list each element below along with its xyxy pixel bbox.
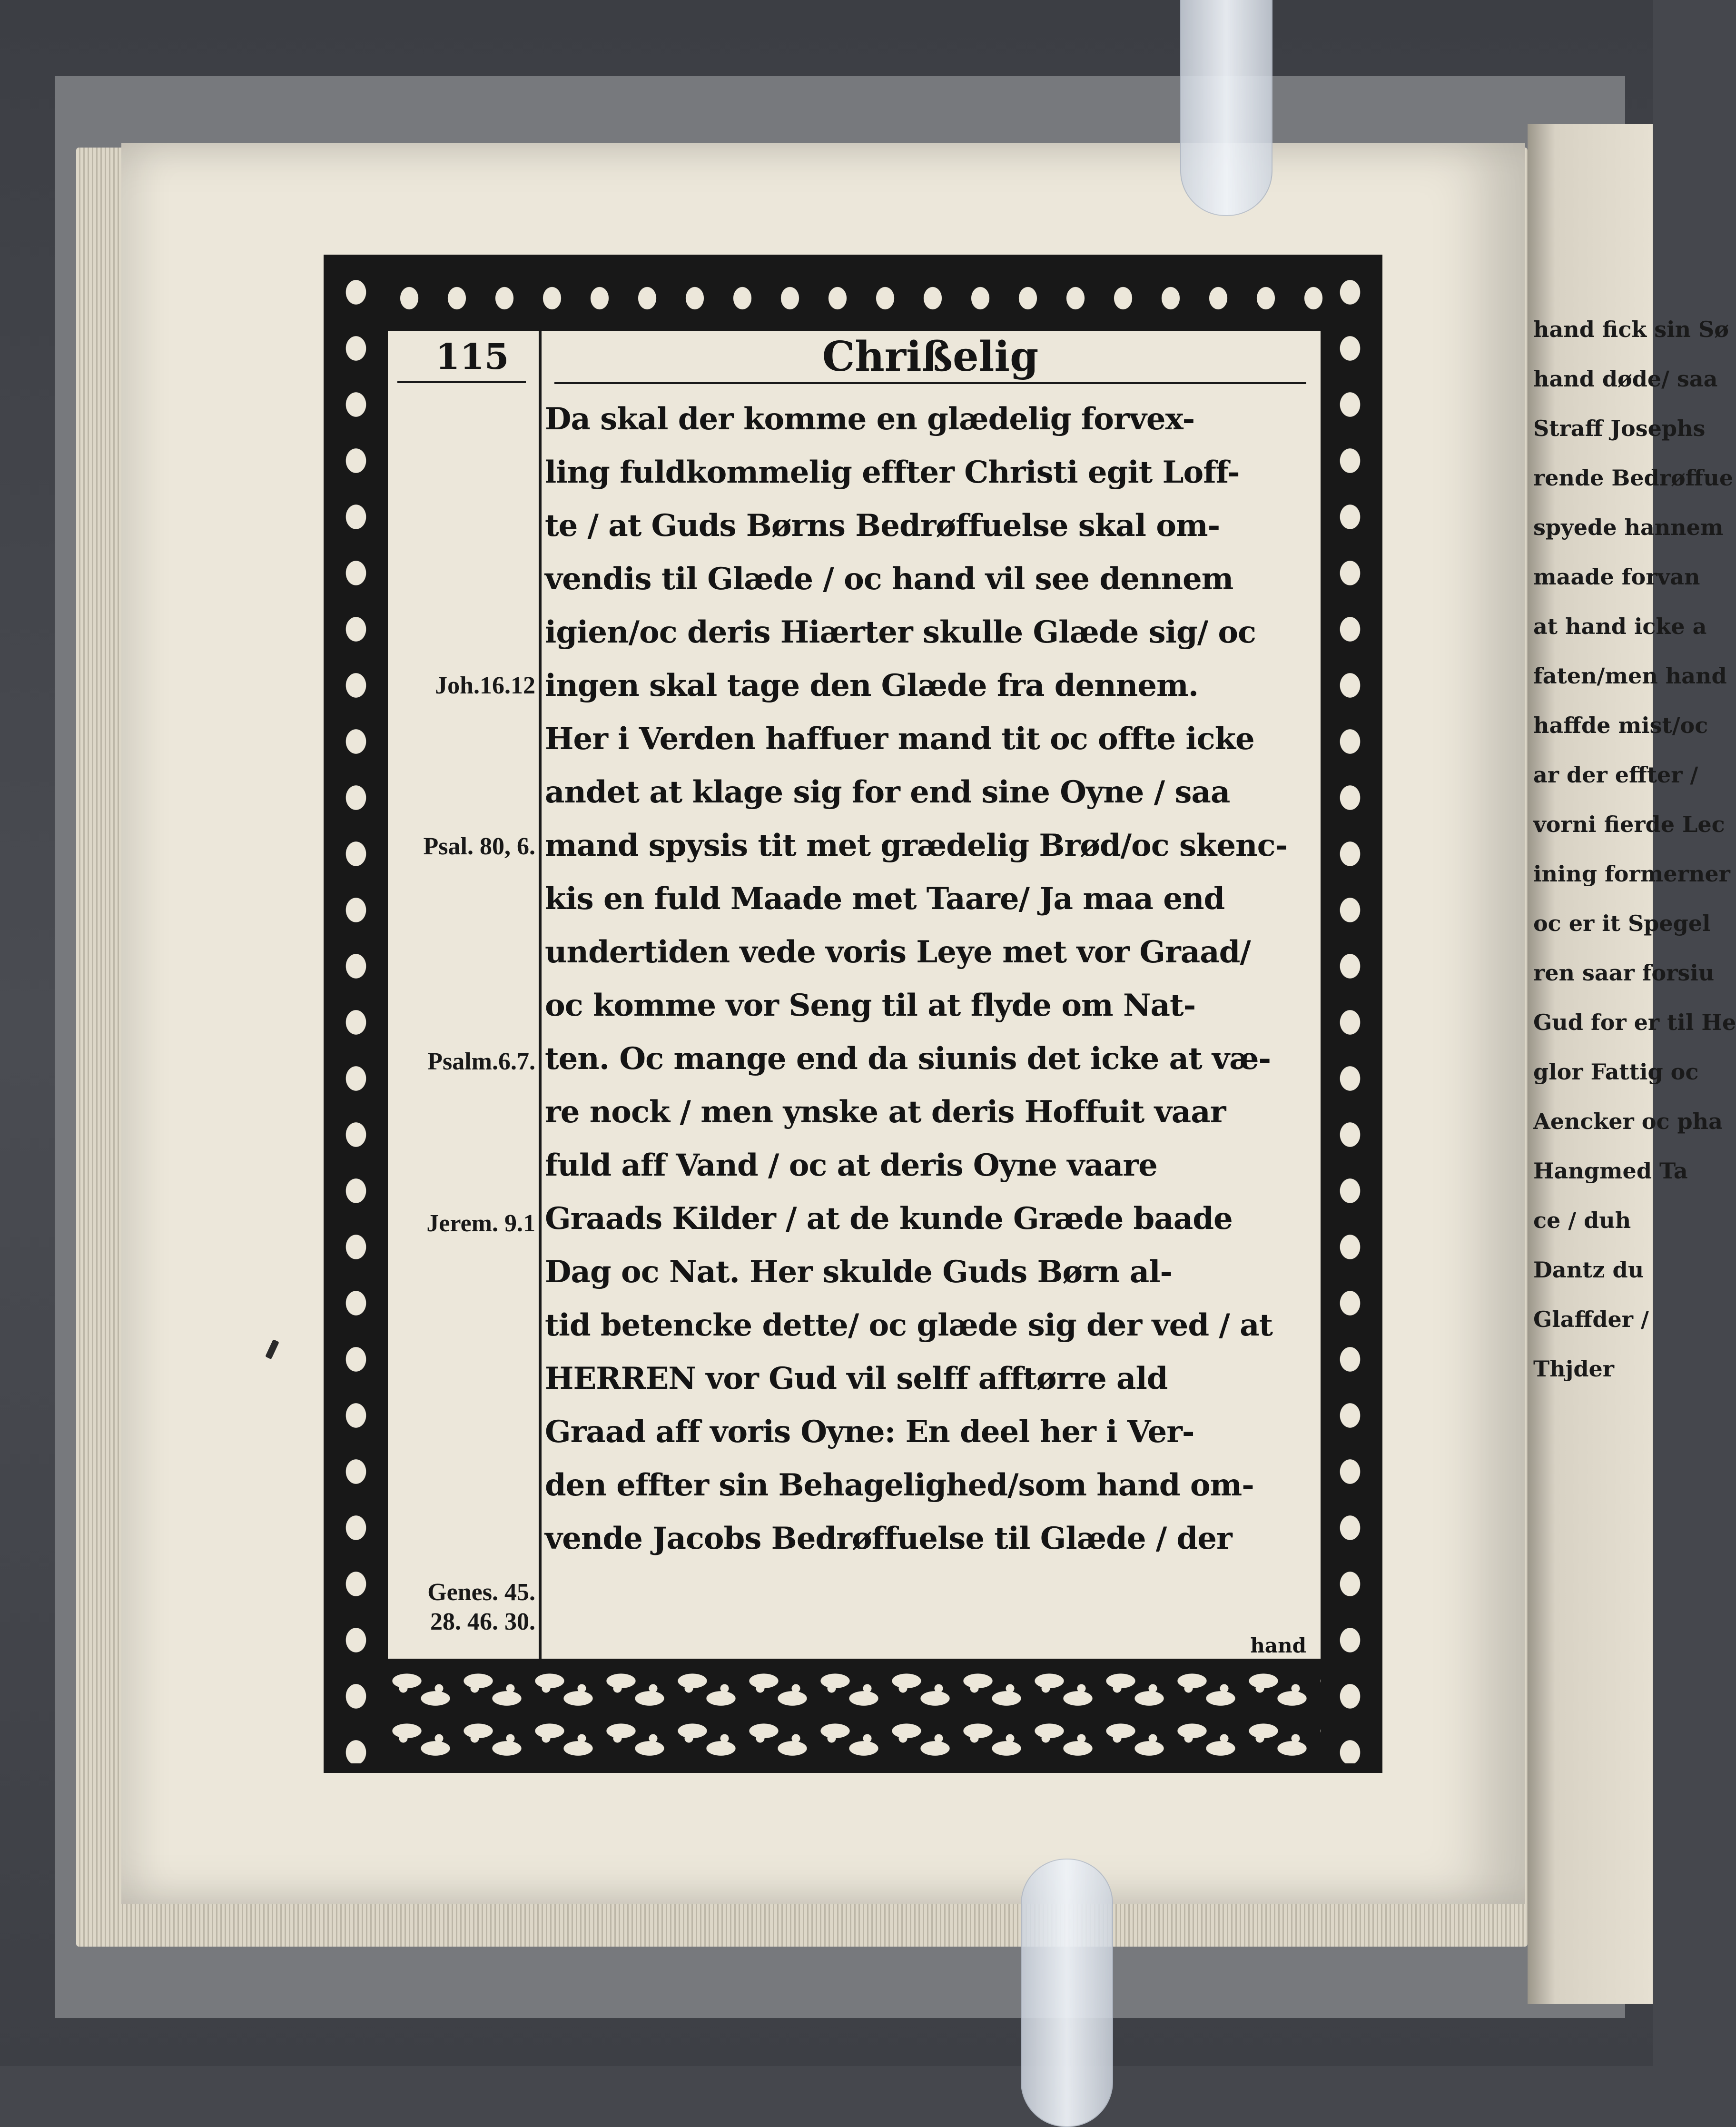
page-holder-clip-bottom — [1021, 1859, 1113, 2127]
facing-page-text — [1533, 305, 1736, 1394]
header-rule-main — [554, 382, 1306, 384]
body-line: Graad aff voris Oyne: En deel her i Ver- — [545, 1414, 1194, 1450]
facing-line: Thjder — [1533, 1356, 1614, 1382]
facing-line: at hand icke a — [1533, 613, 1707, 639]
facing-line: Hangmed Ta — [1533, 1158, 1688, 1184]
body-line: fuld aff Vand / oc at deris Oyne vaare — [545, 1148, 1157, 1183]
body-line: undertiden vede voris Leye met vor Graad/ — [545, 934, 1251, 970]
facing-line: Gud for er til He — [1533, 1009, 1736, 1035]
ornamental-border — [324, 255, 1382, 1773]
border-bottom-ornament — [385, 1663, 1321, 1763]
facing-line: maade forvan — [1533, 564, 1700, 590]
facing-line: ce / duh — [1533, 1207, 1631, 1233]
body-line: Graads Kilder / at de kunde Græde baade — [545, 1201, 1233, 1237]
body-line: oc komme vor Seng til at flyde om Nat- — [545, 988, 1196, 1023]
marginal-note: Genes. 45. — [427, 1579, 535, 1606]
body-line: Dag oc Nat. Her skulde Guds Børn al- — [545, 1254, 1173, 1290]
marginal-note: Jerem. 9.1 — [426, 1210, 535, 1237]
body-line: ten. Oc mange end da siunis det icke at væ- — [545, 1041, 1271, 1077]
facing-line: vorni fierde Lec — [1533, 811, 1725, 837]
body-line: tid betencke dette/ oc glæde sig der ved / at — [545, 1307, 1273, 1343]
running-head: Chrißelig — [822, 333, 1039, 381]
body-line: HERREN vor Gud vil selff afftørre ald — [545, 1361, 1168, 1396]
body-line: igien/oc deris Hiærter skulle Glæde sig/ oc — [545, 614, 1256, 650]
body-line: andet at klage sig for end sine Oyne / saa — [545, 774, 1230, 810]
facing-line: spyede hannem — [1533, 514, 1724, 540]
facing-line: ren saar forsiu — [1533, 960, 1715, 986]
facing-line: hand døde/ saa — [1533, 366, 1718, 392]
body-line: vende Jacobs Bedrøffuelse til Glæde / der — [545, 1521, 1232, 1556]
body-line: den effter sin Behagelighed/som hand om- — [545, 1467, 1254, 1503]
facing-line: ining formerner — [1533, 861, 1730, 887]
page-holder-clip-top — [1180, 0, 1272, 216]
body-line: kis en fuld Maade met Taare/ Ja maa end — [545, 881, 1225, 917]
body-line: ingen skal tage den Glæde fra dennem. — [545, 668, 1198, 703]
body-line: mand spysis tit met grædelig Brød/oc skenc- — [545, 828, 1288, 863]
facing-line: Dantz du — [1533, 1257, 1644, 1283]
body-line: vendis til Glæde / oc hand vil see dennem — [545, 561, 1233, 597]
border-right-ornament — [1326, 264, 1374, 1763]
body-line: ling fuldkommelig effter Christi egit Loff- — [545, 455, 1240, 490]
body-line: Her i Verden haffuer mand tit oc offte icke — [545, 721, 1254, 757]
facing-line: faten/men hand — [1533, 663, 1727, 689]
facing-line: oc er it Spegel — [1533, 910, 1711, 936]
facing-line: hand fick sin Sø — [1533, 317, 1729, 342]
catchword: hand — [1250, 1634, 1306, 1657]
header-rule-margin — [397, 381, 526, 383]
text-block — [388, 331, 1321, 1659]
facing-line: rende Bedrøffue — [1533, 465, 1734, 491]
body-line: Da skal der komme en glædelig forvex- — [545, 401, 1195, 437]
facing-line: Aencker oc pha — [1533, 1108, 1723, 1134]
facing-line: ar der effter / — [1533, 762, 1698, 788]
border-left-ornament — [332, 264, 380, 1763]
marginal-note: Psal. 80, 6. — [423, 833, 535, 860]
facing-line: haffde mist/oc — [1533, 712, 1708, 738]
marginal-note: Joh.16.12 — [435, 672, 535, 699]
marginal-note: 28. 46. 30. — [430, 1608, 535, 1635]
margin-column-rule — [539, 331, 542, 1659]
body-line: te / at Guds Børns Bedrøffuelse skal om- — [545, 508, 1220, 544]
page-number: 115 — [435, 336, 509, 377]
facing-line: Glaffder / — [1533, 1306, 1649, 1332]
border-top-ornament — [385, 264, 1340, 326]
facing-line: glor Fattig oc — [1533, 1059, 1699, 1085]
body-line: re nock / men ynske at deris Hoffuit vaar — [545, 1094, 1226, 1130]
facing-line: Straff Josephs — [1533, 416, 1706, 441]
marginal-note: Psalm.6.7. — [427, 1048, 535, 1075]
